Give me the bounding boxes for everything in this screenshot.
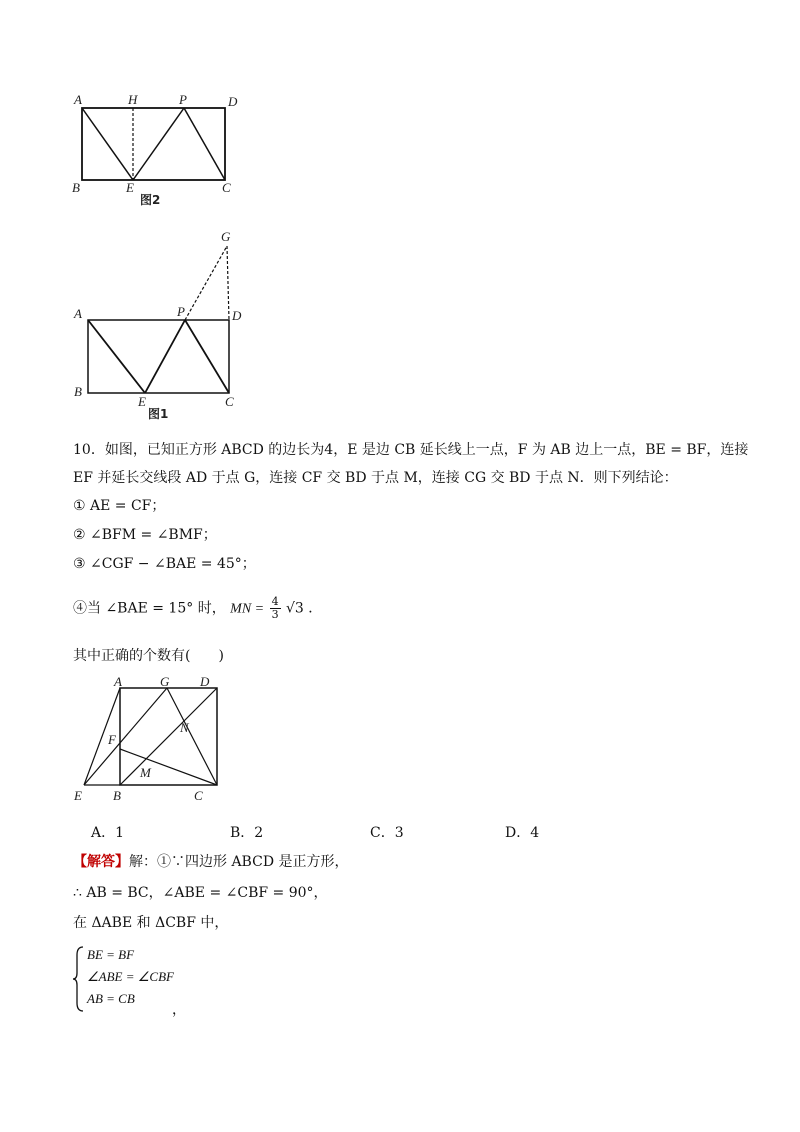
system-eq-3: AB = CB [87, 991, 135, 1006]
figure-3-svg [70, 674, 230, 805]
solution-tag: 【解答】 [73, 854, 129, 870]
segment-pc [184, 108, 225, 180]
label-a: A [74, 306, 82, 321]
conclusion-2: ② ∠BFM = ∠BMF； [73, 527, 217, 543]
left-brace [73, 945, 85, 1013]
segment-eg [84, 688, 167, 785]
label-d: D [200, 674, 210, 689]
label-c: C [194, 788, 203, 803]
conclusion-4 [73, 596, 322, 621]
label-f: F [108, 732, 116, 747]
caption-figure-2: 图2 [140, 193, 161, 207]
rect-abcd [82, 108, 225, 180]
conclusion-4-prefix: ④当 ∠BAE = 15° 时， [73, 600, 226, 617]
figure-1 [70, 228, 260, 423]
label-d: D [228, 94, 238, 109]
label-c: C [225, 394, 234, 409]
figure-2-svg [70, 88, 250, 213]
label-g: G [221, 229, 231, 244]
label-p: P [179, 92, 187, 107]
label-d: D [232, 308, 242, 323]
option-d[interactable]: D．4 [505, 825, 540, 841]
question-line-2: EF 并延长交线段 AD 于点 G，连接 CF 交 BD 于点 M，连接 CG 交 BD 于点 N．则下列结论： [73, 470, 678, 486]
label-e: E [126, 180, 134, 195]
label-e: E [138, 394, 146, 409]
system-eq-1: BE = BF [87, 947, 135, 962]
label-a: A [114, 674, 122, 689]
label-c: C [222, 180, 231, 195]
segment-gd-dashed [227, 246, 229, 320]
segment-ae [88, 320, 145, 393]
label-g: G [160, 674, 170, 689]
segment-bd [120, 688, 217, 785]
solution-line-3: 在 ΔABE 和 ΔCBF 中， [73, 915, 229, 931]
label-b: B [74, 384, 82, 399]
figure-2 [70, 88, 250, 213]
segment-ep [133, 108, 184, 180]
conclusion-4-end: ． [308, 600, 323, 617]
segment-fc [120, 749, 217, 785]
conclusion-4-root: √3 [286, 600, 304, 617]
figure-1-svg [70, 228, 260, 423]
system-comma: ， [172, 1002, 186, 1018]
solution-line-1-text: 解：①∵四边形 ABCD 是正方形， [129, 854, 349, 870]
label-h: H [128, 92, 138, 107]
option-b[interactable]: B．2 [230, 825, 264, 841]
segment-pc [185, 320, 229, 393]
fraction-numerator: 4 [271, 595, 279, 608]
label-n: N [180, 720, 189, 735]
solution-line-1 [73, 852, 349, 872]
segment-gc [167, 688, 217, 785]
segment-ep [145, 320, 185, 393]
label-m: M [140, 765, 151, 780]
question-line-1: 10．如图，已知正方形 ABCD 的边长为4，E 是边 CB 延长线上一点，F 为 AB 边上一点，BE = BF，连接 [73, 442, 749, 458]
conclusion-1: ① AE = CF； [73, 498, 166, 514]
system-eq-2: ∠ABE = ∠CBF [87, 969, 174, 984]
segment-pg-dashed [185, 246, 227, 320]
question-prompt: 其中正确的个数有( ) [73, 648, 224, 664]
option-c[interactable]: C．3 [370, 825, 404, 841]
option-a[interactable]: A．1 [91, 825, 125, 841]
caption-figure-1: 图1 [148, 407, 169, 421]
label-p: P [177, 304, 185, 319]
conclusion-4-fraction [270, 596, 281, 621]
segment-ae [82, 108, 133, 180]
solution-line-2: ∴ AB = BC，∠ABE = ∠CBF = 90°， [73, 885, 328, 901]
conclusion-3: ③ ∠CGF − ∠BAE = 45°； [73, 556, 256, 572]
label-e: E [74, 788, 82, 803]
label-b: B [72, 180, 80, 195]
fraction-denominator: 3 [271, 608, 279, 621]
conclusion-4-mn: MN = [230, 601, 265, 617]
label-a: A [74, 92, 82, 107]
label-b: B [113, 788, 121, 803]
figure-3 [70, 674, 230, 805]
